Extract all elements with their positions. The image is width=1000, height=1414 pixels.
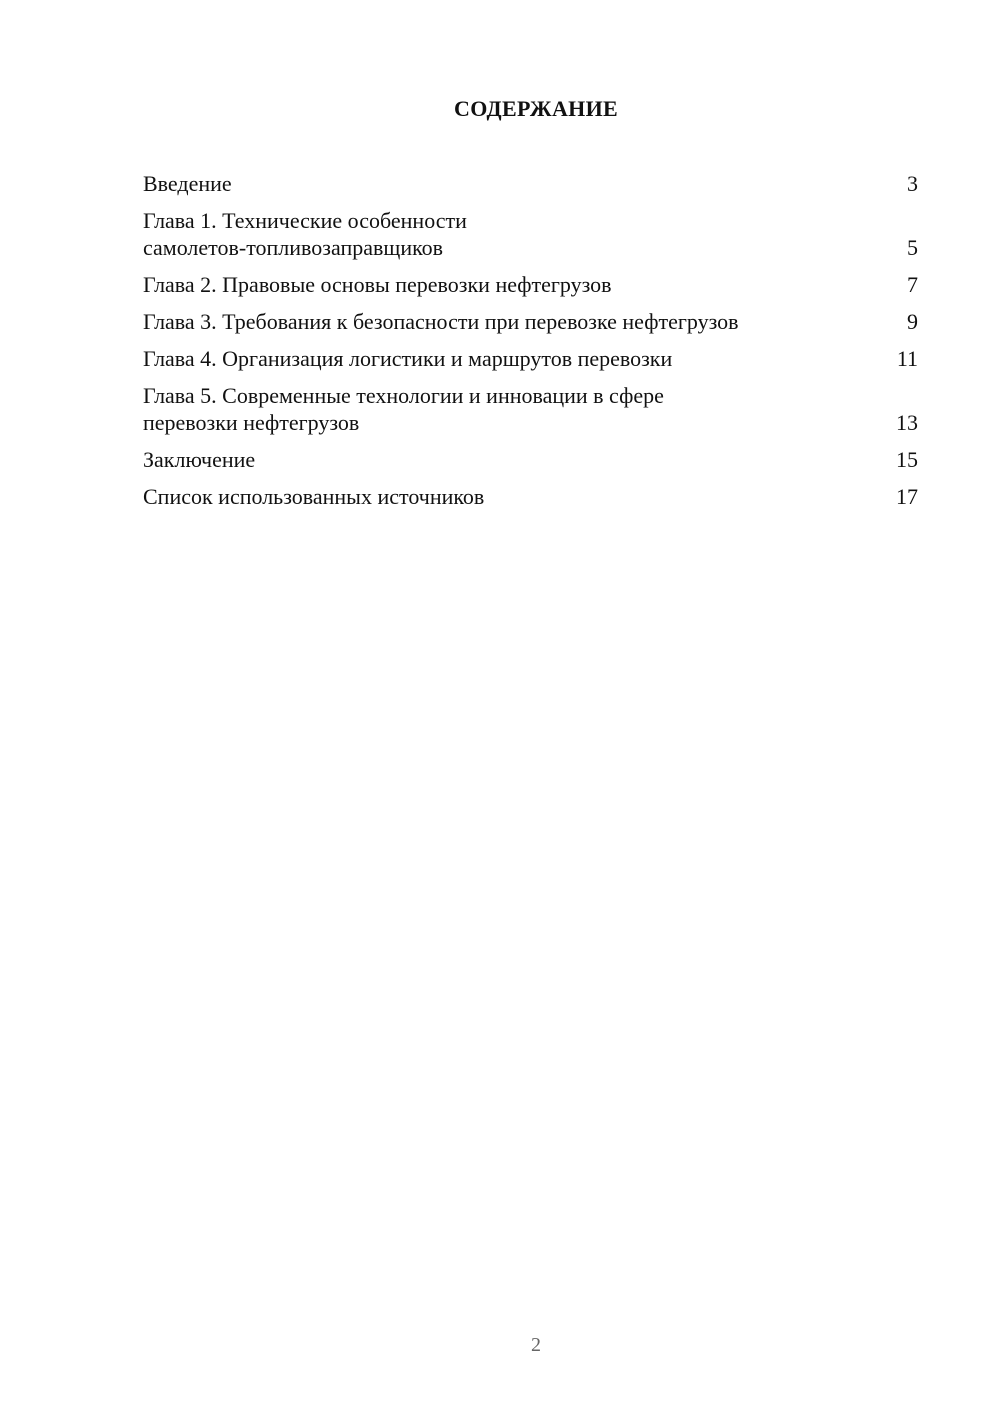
toc-entry-page-number: 9 (907, 309, 918, 334)
toc-entry-text (143, 207, 888, 261)
toc-entry (143, 483, 918, 510)
toc-entry-line: Введение (143, 171, 232, 196)
toc-entry (143, 170, 918, 197)
toc-entry-page-number: 15 (896, 447, 918, 472)
toc-entry (143, 345, 918, 372)
toc-entry-text (143, 382, 888, 436)
toc-entry (143, 382, 918, 436)
toc-entry-text (143, 170, 888, 197)
toc-entry-line: Глава 3. Требования к безопасности при перевозке нефтегрузов (143, 309, 739, 334)
toc-entry-line: Глава 4. Организация логистики и маршрутов перевозки (143, 346, 673, 371)
page-title: СОДЕРЖАНИЕ (454, 96, 618, 121)
toc-entry-line: самолетов-топливозаправщиков (143, 235, 444, 260)
footer-page-number: 2 (531, 1334, 541, 1356)
toc-entry (143, 271, 918, 298)
toc-entry-text (143, 308, 888, 335)
toc-entry-text (143, 483, 888, 510)
toc-entry-page-number: 17 (896, 484, 918, 509)
toc-entry-page-number: 3 (907, 171, 918, 196)
toc-entry-line: Глава 1. Технические особенности (143, 208, 467, 233)
toc-entry-line: Глава 5. Современные технологии и инновации в сфере (143, 383, 664, 408)
toc-entry-page-number: 5 (907, 235, 918, 260)
toc-entry-page-number: 13 (896, 410, 918, 435)
toc-entry (143, 446, 918, 473)
toc-entry-line: Глава 2. Правовые основы перевозки нефтегрузов (143, 272, 612, 297)
toc-entry-page-number: 7 (907, 272, 918, 297)
toc-entry-line: Заключение (143, 447, 256, 472)
toc-entry-text (143, 271, 888, 298)
toc-entry-text (143, 345, 888, 372)
toc-entry (143, 308, 918, 335)
toc-entry-line: перевозки нефтегрузов (143, 410, 360, 435)
toc-entry-line: Список использованных источников (143, 484, 485, 509)
table-of-contents (143, 170, 918, 520)
toc-entry-text (143, 446, 888, 473)
toc-entry-page-number: 11 (896, 346, 918, 371)
toc-entry (143, 207, 918, 261)
